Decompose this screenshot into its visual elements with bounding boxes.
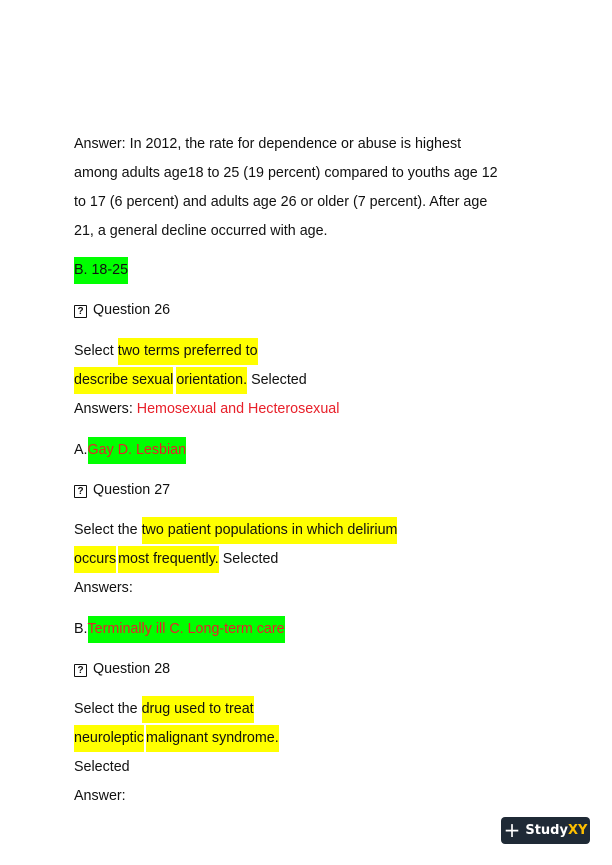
- q25-answer-highlight: B. 18-25: [74, 257, 128, 284]
- q27-line-1: Select the two patient populations in which delirium: [74, 520, 397, 540]
- question-27-heading: ? Question 27: [74, 480, 170, 500]
- highlight: two patient populations in which delirium: [142, 517, 398, 544]
- q28-line-3: Selected: [74, 759, 130, 775]
- highlight: orientation.: [176, 367, 247, 394]
- question-box-icon: ?: [74, 664, 87, 677]
- answer-line-2: among adults age18 to 25 (19 percent) compared to youths age 12: [74, 165, 498, 181]
- q27-line-3: Answers:: [74, 580, 133, 596]
- q26-line-3: Answers: Hemosexual and Hecterosexual: [74, 401, 340, 417]
- q28-line-2: [74, 728, 279, 748]
- q27-correct-answer: B.Terminally ill C. Long-term care: [74, 619, 285, 639]
- question-28-heading: ? Question 28: [74, 659, 170, 679]
- q26-line-1: Select two terms preferred to: [74, 341, 258, 361]
- highlight: two terms preferred to: [118, 338, 258, 365]
- correct-answer-highlight: Terminally ill C. Long-term care: [88, 616, 285, 643]
- highlight: most frequently.: [118, 546, 219, 573]
- correct-answer-highlight: Gay D. Lesbian: [88, 437, 187, 464]
- q28-line-4: Answer:: [74, 788, 126, 804]
- logo-text: StudyXY: [525, 823, 588, 838]
- highlight: occurs: [74, 546, 116, 573]
- q26-correct-answer: A.Gay D. Lesbian: [74, 440, 186, 460]
- highlight: neuroleptic: [74, 725, 144, 752]
- q26-line-2: describe sexual orientation. Selected: [74, 370, 307, 390]
- q25-correct-answer: [74, 260, 128, 280]
- highlight: malignant syndrome.: [146, 725, 279, 752]
- plus-icon: +: [503, 817, 521, 842]
- highlight: drug used to treat: [142, 696, 254, 723]
- answer-line-1: Answer: In 2012, the rate for dependence or abuse is highest: [74, 136, 462, 152]
- q28-line-1: Select the drug used to treat: [74, 699, 254, 719]
- studyxy-logo: [501, 817, 590, 844]
- q27-line-2: occurs most frequently. Selected: [74, 549, 278, 569]
- highlight: describe sexual: [74, 367, 173, 394]
- question-box-icon: ?: [74, 305, 87, 318]
- question-box-icon: ?: [74, 485, 87, 498]
- selected-answer: Hemosexual and Hecterosexual: [136, 401, 340, 417]
- question-26-heading: ? Question 26: [74, 300, 170, 320]
- answer-line-3: to 17 (6 percent) and adults age 26 or older (7 percent). After age: [74, 194, 488, 210]
- answer-line-4: 21, a general decline occurred with age.: [74, 223, 328, 239]
